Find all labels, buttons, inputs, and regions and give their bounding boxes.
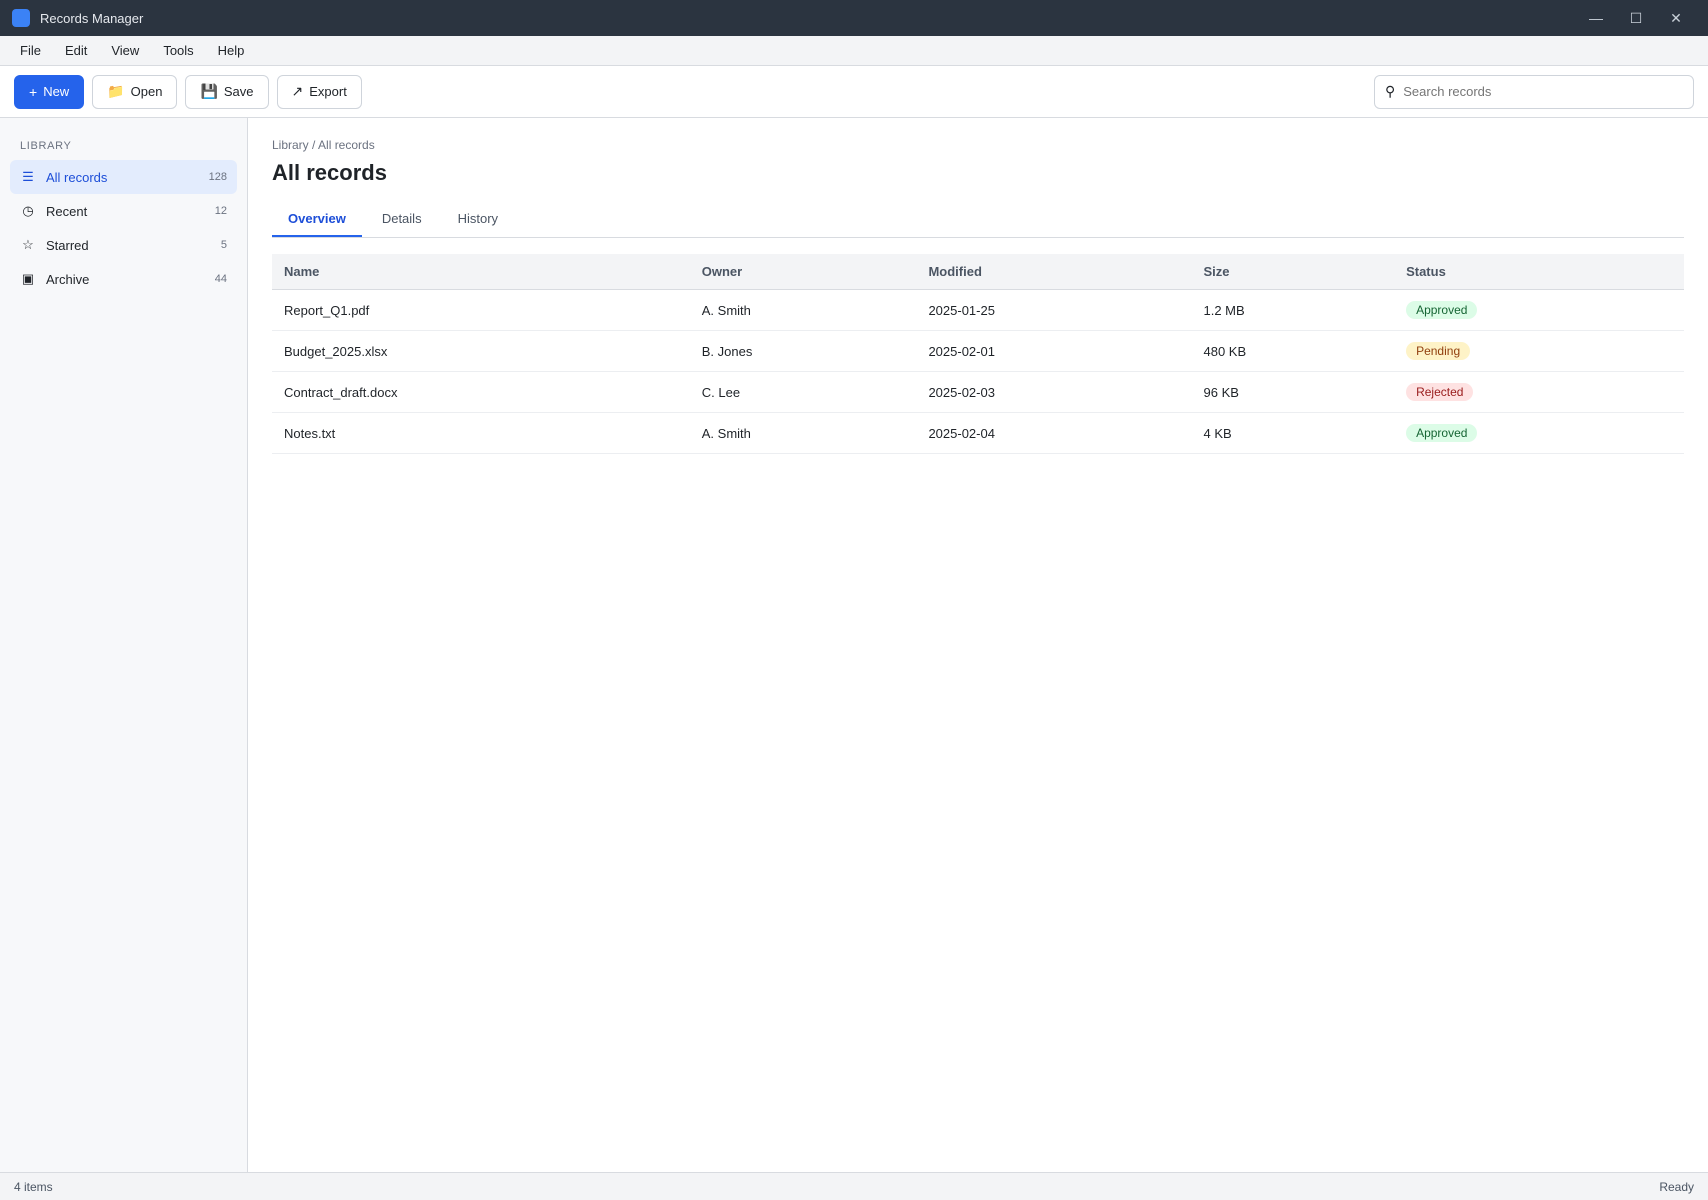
sidebar bbox=[0, 118, 248, 1172]
new-button[interactable]: + New bbox=[14, 75, 84, 109]
archive-icon: ▣ bbox=[21, 271, 35, 286]
search-input[interactable] bbox=[1403, 84, 1683, 99]
status-bar bbox=[0, 1172, 1708, 1200]
table-cell: 2025-02-01 bbox=[916, 331, 1191, 372]
tab-bar bbox=[272, 202, 1684, 238]
search-box bbox=[1374, 75, 1694, 109]
menu-help[interactable]: Help bbox=[217, 42, 245, 58]
status-item-count: 4 items bbox=[14, 1179, 53, 1194]
table-cell bbox=[1394, 290, 1684, 331]
menu-file[interactable]: File bbox=[20, 42, 41, 58]
status-badge: Approved bbox=[1406, 301, 1477, 319]
minimize-icon[interactable]: — bbox=[1589, 10, 1603, 26]
close-icon[interactable]: ✕ bbox=[1670, 9, 1682, 26]
menu-tools[interactable]: Tools bbox=[163, 42, 194, 58]
table-cell bbox=[1394, 331, 1684, 372]
table-cell: 4 KB bbox=[1192, 413, 1395, 454]
table-row[interactable] bbox=[272, 413, 1684, 454]
table-row[interactable] bbox=[272, 290, 1684, 331]
table-cell: 96 KB bbox=[1192, 372, 1395, 413]
table-cell: Notes.txt bbox=[272, 413, 690, 454]
table-row[interactable] bbox=[272, 372, 1684, 413]
table-cell bbox=[1394, 413, 1684, 454]
breadcrumb: Library / All records bbox=[272, 138, 375, 152]
list-icon: ☰ bbox=[22, 169, 34, 184]
table-cell: C. Lee bbox=[690, 372, 917, 413]
table-cell: Report_Q1.pdf bbox=[272, 290, 690, 331]
table-cell bbox=[1394, 372, 1684, 413]
maximize-icon[interactable]: ☐ bbox=[1629, 9, 1643, 26]
menu-bar bbox=[0, 36, 1708, 66]
tab-overview[interactable]: Overview bbox=[272, 202, 362, 237]
table-cell: Budget_2025.xlsx bbox=[272, 331, 690, 372]
table-header-row bbox=[272, 254, 1684, 290]
table-cell: 2025-02-03 bbox=[916, 372, 1191, 413]
status-badge: Rejected bbox=[1406, 383, 1473, 401]
page-title: All records bbox=[272, 160, 387, 185]
save-button[interactable]: 💾 Save bbox=[185, 75, 268, 109]
sidebar-heading: LIBRARY bbox=[20, 140, 72, 152]
open-button[interactable]: 📁 Open bbox=[92, 75, 177, 109]
clock-icon: ◷ bbox=[22, 203, 34, 218]
export-button[interactable]: ↗ Export bbox=[277, 75, 362, 109]
toolbar bbox=[0, 66, 1708, 118]
main-panel bbox=[248, 118, 1708, 1172]
column-header[interactable]: Owner bbox=[690, 254, 917, 290]
sidebar-item-archive[interactable]: ▣ Archive 44 bbox=[21, 271, 227, 287]
plus-icon: + bbox=[29, 83, 38, 100]
status-badge: Pending bbox=[1406, 342, 1470, 360]
search-icon: ⚲ bbox=[1385, 83, 1396, 99]
export-icon: ↗ bbox=[291, 83, 304, 99]
title-bar bbox=[0, 0, 1708, 36]
star-icon: ☆ bbox=[22, 237, 34, 252]
table-cell: 2025-02-04 bbox=[916, 413, 1191, 454]
tab-details[interactable]: Details bbox=[381, 211, 422, 226]
window-title: Records Manager bbox=[40, 10, 144, 26]
column-header[interactable]: Size bbox=[1192, 254, 1395, 290]
app-icon bbox=[12, 9, 30, 27]
column-header[interactable]: Name bbox=[272, 254, 690, 290]
table-row[interactable] bbox=[272, 331, 1684, 372]
sidebar-item-all[interactable]: ☰ All records 128 bbox=[10, 160, 237, 194]
save-icon: 💾 bbox=[200, 83, 218, 99]
status-text: Ready bbox=[1659, 1179, 1694, 1194]
column-header[interactable]: Status bbox=[1394, 254, 1684, 290]
status-badge: Approved bbox=[1406, 424, 1477, 442]
menu-edit[interactable]: Edit bbox=[64, 42, 88, 58]
table-cell: 480 KB bbox=[1192, 331, 1395, 372]
table-cell: A. Smith bbox=[690, 413, 917, 454]
table-cell: 1.2 MB bbox=[1192, 290, 1395, 331]
folder-icon: 📁 bbox=[107, 83, 125, 99]
menu-view[interactable]: View bbox=[111, 42, 140, 58]
sidebar-item-starred[interactable]: ☆ Starred 5 bbox=[10, 228, 237, 262]
table-cell: B. Jones bbox=[690, 331, 917, 372]
table-cell: Contract_draft.docx bbox=[272, 372, 690, 413]
records-table bbox=[272, 254, 1684, 454]
column-header[interactable]: Modified bbox=[916, 254, 1191, 290]
table-cell: A. Smith bbox=[690, 290, 917, 331]
sidebar-item-recent[interactable]: ◷ Recent 12 bbox=[10, 194, 237, 228]
tab-history[interactable]: History bbox=[457, 211, 499, 226]
table-cell: 2025-01-25 bbox=[916, 290, 1191, 331]
